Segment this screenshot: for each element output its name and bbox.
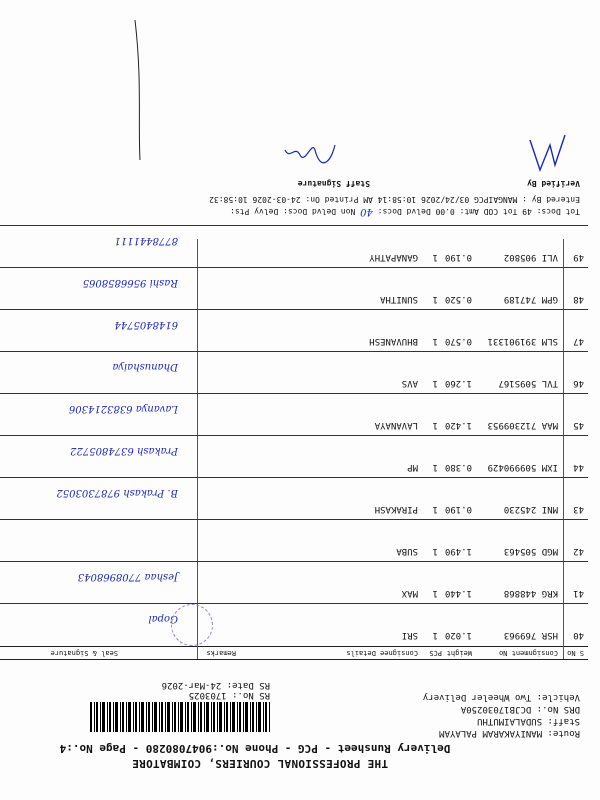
non-delivered-text: Non Delvd Docs: Delvy Pts: [230, 207, 356, 216]
table-row [0, 477, 588, 520]
seal-stamp [171, 604, 213, 646]
row-weight: 0.190 [444, 504, 472, 514]
row-sno: 43 [573, 504, 584, 514]
row-seal-signature [8, 608, 178, 642]
row-consignee: SRI [401, 630, 418, 640]
footer-totals [230, 206, 580, 217]
row-consignment-no: MNI 245230 [503, 504, 558, 514]
row-consignment-no: KRG 448868 [503, 588, 558, 598]
table-row [0, 519, 588, 562]
rs-number: RS No.: 1703025 [188, 690, 270, 700]
col-header-sno: S No [567, 649, 584, 657]
row-weight: 1.420 [444, 420, 472, 430]
staff-signature-scribble [280, 135, 340, 175]
verifier-signature-scribble [515, 125, 575, 175]
row-pcs: 1 [432, 336, 438, 346]
row-consignment-no: HSR 769963 [503, 630, 558, 640]
rs-date: RS Date: 24-Mar-2026 [161, 680, 270, 690]
handwritten-signature: Dhanushaiya [112, 361, 178, 372]
row-weight: 1.020 [444, 630, 472, 640]
handwritten-signature: 8778441111 [114, 235, 178, 246]
totals-text: Tot Docs: 49 Tot COD Amt: 0.00 Delvd Docs: [377, 207, 580, 216]
row-consignment-no: IXM 509990429 [487, 462, 558, 472]
row-sno: 41 [573, 588, 584, 598]
row-consignment-no: GPM 747189 [503, 294, 558, 304]
row-pcs: 1 [432, 420, 438, 430]
row-sno: 40 [573, 630, 584, 640]
row-sno: 45 [573, 420, 584, 430]
table-row [0, 309, 588, 352]
row-seal-signature [8, 272, 178, 306]
table-row [0, 561, 588, 604]
table-row [0, 393, 588, 436]
handwritten-signature: Prakash 6374805722 [70, 445, 178, 456]
table-header [0, 646, 588, 659]
row-seal-signature [8, 230, 178, 264]
col-header-weight: Weight [446, 649, 472, 657]
row-consignment-no: TVL 509S167 [498, 378, 558, 388]
row-consignee: PIRAKASH [374, 504, 418, 514]
row-weight: 1.440 [444, 588, 472, 598]
row-consignment-no: VLI 905802 [503, 252, 558, 262]
row-consignee: GANAPATHY [369, 252, 418, 262]
drs-line: DRS No.: DCJB17030250A [460, 704, 580, 714]
row-sno: 46 [573, 378, 584, 388]
row-seal-signature [8, 482, 178, 516]
vehicle-line: Vehicle: Two Wheeler Delivery [422, 692, 580, 702]
row-pcs: 1 [432, 462, 438, 472]
handwritten-signature: Rashi 9566858065 [82, 277, 178, 288]
row-sno: 44 [573, 462, 584, 472]
row-consignee: AVS [401, 378, 418, 388]
col-header-seal-signature: Seal & Signature [50, 649, 118, 657]
row-consignee: SUBA [396, 546, 418, 556]
delivered-handwritten: 40 [360, 206, 373, 217]
row-pcs: 1 [432, 630, 438, 640]
row-consignee: MP [407, 462, 418, 472]
col-header-remarks: Remarks [206, 649, 236, 657]
table-row [0, 435, 588, 478]
runsheet-title: Delivery Runsheet - PCG - Phone No.:9047080280 - Page No.:4 [59, 742, 451, 755]
row-weight: 1.260 [444, 378, 472, 388]
row-seal-signature [8, 356, 178, 390]
row-weight: 0.380 [444, 462, 472, 472]
row-sno: 47 [573, 336, 584, 346]
col-header-pcs: PCS [429, 649, 442, 657]
row-consignee: BHUVANESH [369, 336, 418, 346]
row-weight: 1.490 [444, 546, 472, 556]
row-seal-signature [8, 398, 178, 432]
row-consignee: LAVANAYA [374, 420, 418, 430]
row-seal-signature [8, 314, 178, 348]
row-weight: 0.570 [444, 336, 472, 346]
row-seal-signature [8, 440, 178, 474]
table-row [0, 351, 588, 394]
row-weight: 0.520 [444, 294, 472, 304]
row-pcs: 1 [432, 588, 438, 598]
row-weight: 0.190 [444, 252, 472, 262]
row-sno: 48 [573, 294, 584, 304]
row-pcs: 1 [432, 294, 438, 304]
handwritten-signature: 6148405744 [114, 319, 178, 330]
entered-by-line: Entered By : MANGAIPCG 03/24/2026 10:58:14 AM Printed On: 24-03-2026 10:58:32 [209, 195, 580, 204]
row-sno: 42 [573, 546, 584, 556]
table-row [0, 267, 588, 310]
verifier-long-stroke [120, 10, 160, 160]
row-seal-signature [8, 566, 178, 600]
staff-line: Staff: SUDALAIMUTHU [477, 716, 580, 726]
row-consignment-no: SLM 391901331 [487, 336, 558, 346]
table-row [0, 225, 588, 268]
verified-by-label: Verified By [527, 179, 580, 188]
barcode-image [90, 702, 270, 732]
handwritten-signature: Gopal [148, 613, 178, 624]
handwritten-signature: B. Prakash 9787303052 [56, 487, 178, 498]
row-sno: 49 [573, 252, 584, 262]
row-seal-signature [8, 524, 178, 558]
staff-signature-label: Staff Signature [297, 179, 370, 188]
company-title: THE PROFESSIONAL COURIERS, COIMBATORE [131, 757, 389, 770]
row-consignee: MAX [401, 588, 418, 598]
handwritten-signature: Jeshaa 7708968043 [77, 571, 178, 582]
table-row [0, 603, 588, 646]
row-pcs: 1 [432, 546, 438, 556]
row-consignee: SUNITHA [380, 294, 418, 304]
row-pcs: 1 [432, 378, 438, 388]
handwritten-signature: Lavanya 6383214306 [68, 403, 178, 414]
runsheet-table [0, 235, 588, 660]
col-header-consignment: Consignment No [498, 649, 558, 657]
row-pcs: 1 [432, 252, 438, 262]
row-consignment-no: MGD 505463 [503, 546, 558, 556]
row-consignment-no: MAA 712309953 [487, 420, 558, 430]
col-header-consignee: Consignee Details [346, 649, 418, 657]
row-pcs: 1 [432, 504, 438, 514]
route-line: Route: MANIYAKARAM PALAYAM [439, 728, 580, 738]
